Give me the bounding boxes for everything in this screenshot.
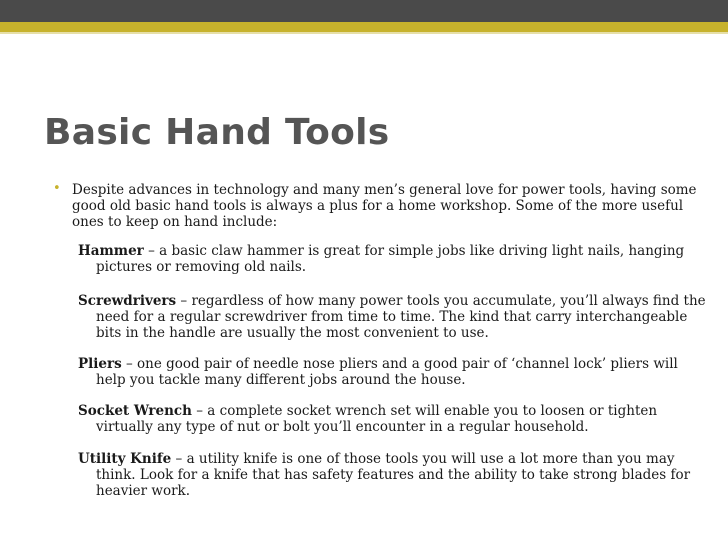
tool-description: – regardless of how many power tools you accumulate, you’ll always find the need for a regular screwdriver from time to time. The kind that carry interchangeable bits in the handle are usually the most convenient to use. [96, 293, 706, 341]
intro-paragraph: Despite advances in technology and many men’s general love for power tools, having some good old basic hand tools is always a plus for a home workshop. Some of the more useful ones to keep on hand include: [72, 182, 697, 230]
list-item [78, 356, 708, 388]
bullet-icon: • [53, 181, 61, 196]
accent-divider [0, 32, 728, 34]
list-item [78, 243, 708, 275]
tool-description: – one good pair of needle nose pliers and a good pair of ‘channel lock’ pliers will help you tackle many different jobs around the house. [96, 356, 678, 388]
list-item [78, 451, 708, 499]
tool-description: – a basic claw hammer is great for simple jobs like driving light nails, hanging pictures or removing old nails. [96, 243, 685, 275]
tool-name: Pliers [78, 356, 122, 372]
list-item [78, 403, 708, 435]
list-item [78, 293, 708, 341]
tool-name: Socket Wrench [78, 403, 192, 419]
slide-title: Basic Hand Tools [44, 112, 390, 153]
tool-description: – a complete socket wrench set will enable you to loosen or tighten virtually any type of nut or bolt you’ll encounter in a regular household. [96, 403, 658, 435]
tool-description: – a utility knife is one of those tools you will use a lot more than you may think. Look for a knife that has safety features and the ability to take strong blades for heavier work. [96, 451, 691, 499]
tool-name: Screwdrivers [78, 293, 177, 309]
accent-bar [0, 22, 728, 32]
top-header-bar [0, 0, 728, 22]
tool-name: Utility Knife [78, 451, 172, 467]
tool-name: Hammer [78, 243, 144, 259]
